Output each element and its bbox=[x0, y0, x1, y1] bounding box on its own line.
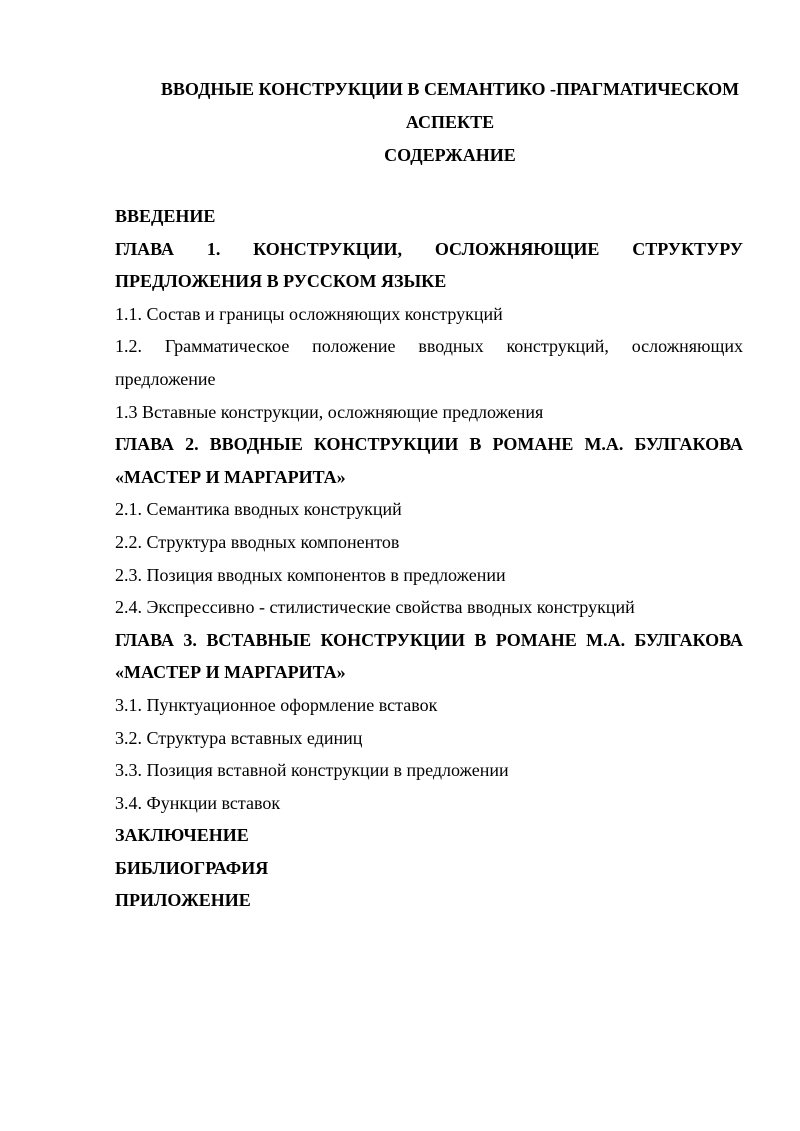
toc-section-3-4: 3.4. Функции вставок bbox=[115, 792, 281, 813]
toc-section-3-3: 3.3. Позиция вставной конструкции в предложении bbox=[115, 760, 509, 781]
toc-section-1-3: 1.3 Вставные конструкции, осложняющие предложения bbox=[115, 401, 544, 422]
toc-section-1-1: 1.1. Состав и границы осложняющих конструкций bbox=[115, 303, 503, 324]
toc-section-3-1: 3.1. Пунктуационное оформление вставок bbox=[115, 694, 438, 715]
toc-intro: ВВЕДЕНИЕ bbox=[115, 206, 216, 226]
toc-section-1-2: 1.2. Грамматическое положение вводных конструкций, осложняющих bbox=[115, 336, 743, 357]
document-title: ВВОДНЫЕ КОНСТРУКЦИИ В СЕМАНТИКО -ПРАГМАТИЧЕСКОМ bbox=[160, 79, 740, 99]
toc-bibliography: БИБЛИОГРАФИЯ bbox=[115, 857, 269, 878]
toc-conclusion: ЗАКЛЮЧЕНИЕ bbox=[115, 825, 249, 846]
toc-chapter-1: ГЛАВА 1. КОНСТРУКЦИИ, ОСЛОЖНЯЮЩИЕ СТРУКТУРУ bbox=[115, 238, 743, 259]
toc-chapter-3: ГЛАВА 3. ВСТАВНЫЕ КОНСТРУКЦИИ В РОМАНЕ М.А. БУЛГАКОВА bbox=[115, 629, 743, 650]
toc-chapter-2: ГЛАВА 2. ВВОДНЫЕ КОНСТРУКЦИИ В РОМАНЕ М.А. БУЛГАКОВА bbox=[115, 434, 743, 455]
toc-section-2-4: 2.4. Экспрессивно - стилистические свойства вводных конструкций bbox=[115, 597, 635, 618]
toc-chapter-3-continued: «МАСТЕР И МАРГАРИТА» bbox=[115, 662, 346, 683]
toc-chapter-1-continued: ПРЕДЛОЖЕНИЯ В РУССКОМ ЯЗЫКЕ bbox=[115, 271, 447, 292]
toc-section-1-2-continued: предложение bbox=[115, 368, 216, 389]
toc-section-2-3: 2.3. Позиция вводных компонентов в предложении bbox=[115, 564, 506, 585]
toc-section-2-1: 2.1. Семантика вводных конструкций bbox=[115, 499, 402, 520]
title-block bbox=[100, 73, 800, 172]
toc-appendix: ПРИЛОЖЕНИЕ bbox=[115, 890, 251, 911]
toc-chapter-2-continued: «МАСТЕР И МАРГАРИТА» bbox=[115, 466, 346, 487]
table-of-contents bbox=[115, 200, 743, 917]
toc-section-3-2: 3.2. Структура вставных единиц bbox=[115, 727, 363, 748]
document-title-continued: АСПЕКТЕ bbox=[405, 112, 495, 132]
contents-heading: СОДЕРЖАНИЕ bbox=[384, 145, 516, 165]
toc-section-2-2: 2.2. Структура вводных компонентов bbox=[115, 531, 400, 552]
